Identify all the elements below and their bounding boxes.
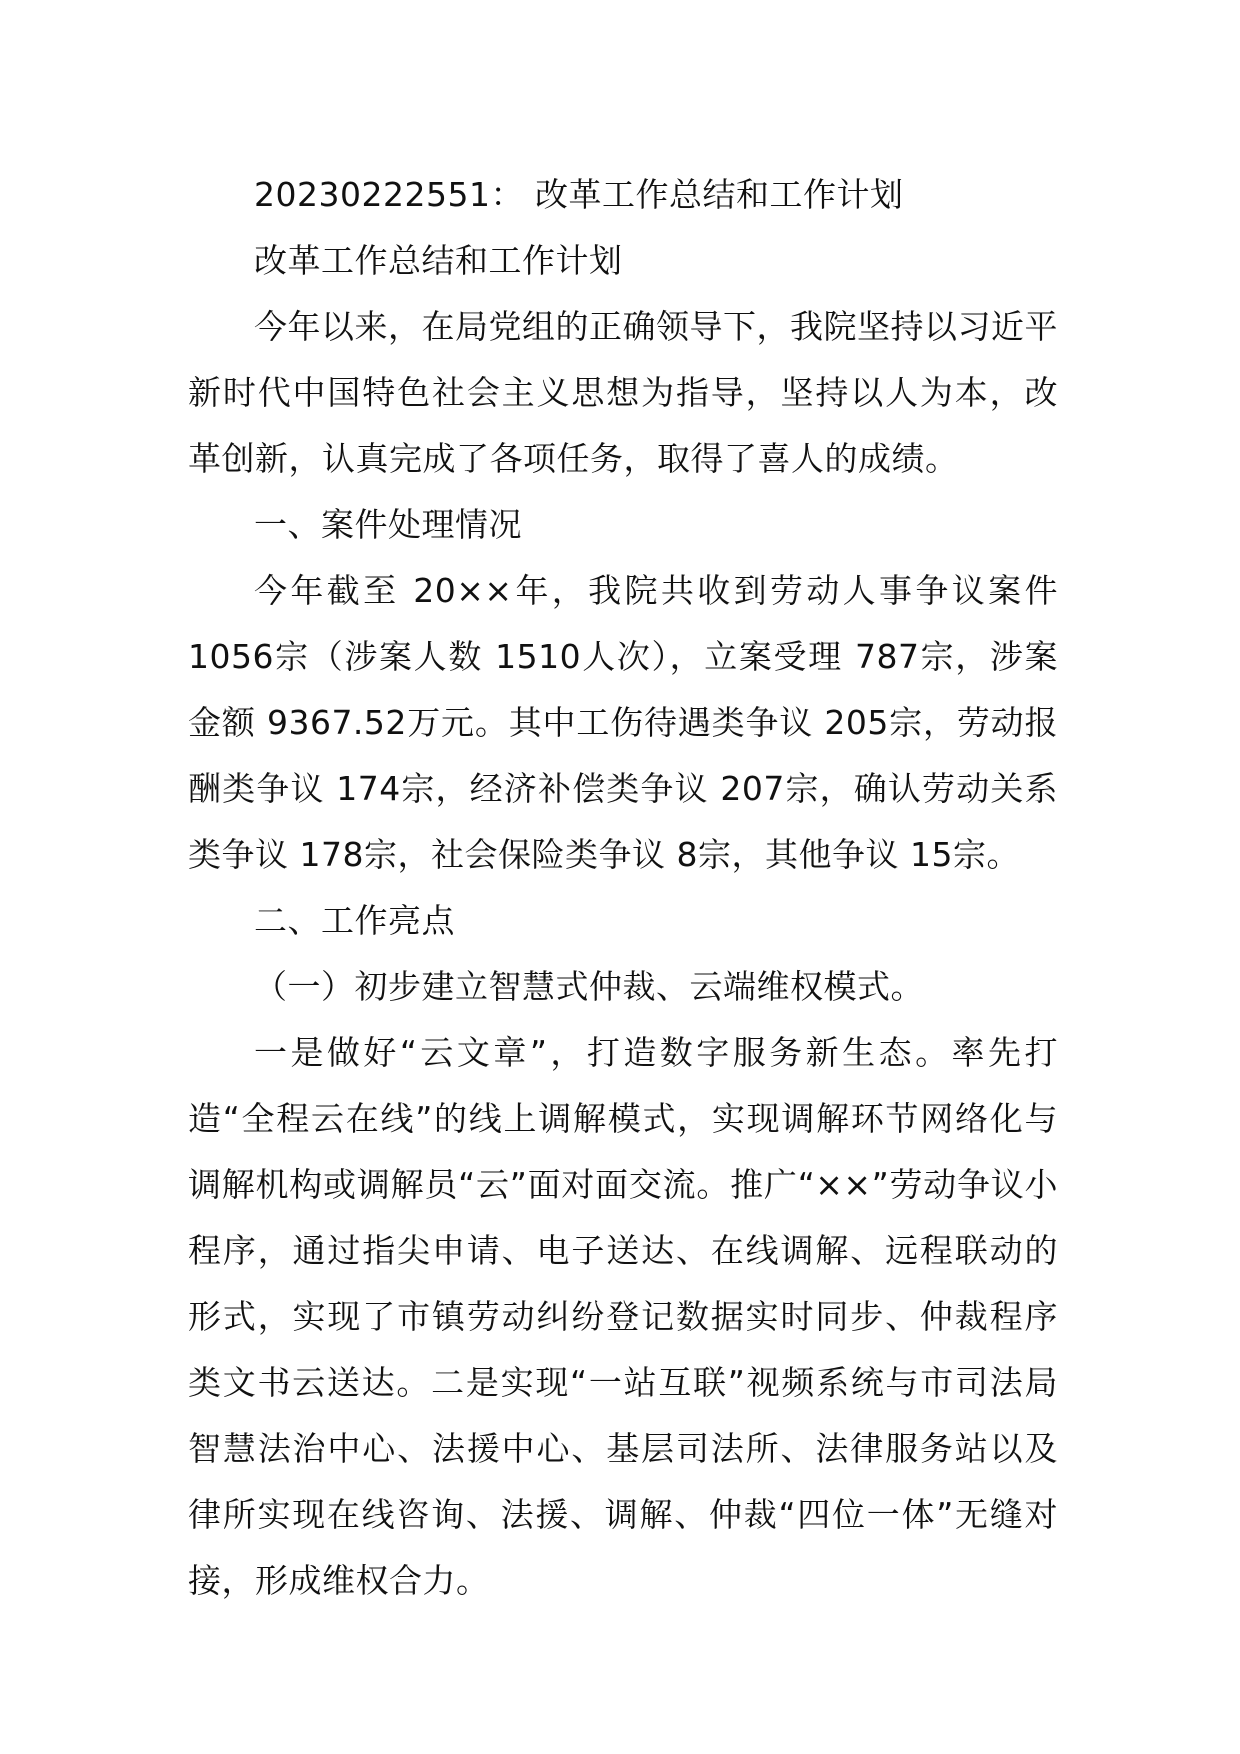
- highlights-paragraph: 一是做好“云文章”，打造数字服务新生态。率先打造“全程云在线”的线上调解模式，实现调解环节网络化与调解机构或调解员“云”面对面交流。推广“××”劳动争议小程序，通过指尖申请、电子送达、在线调解、远程联动的形式，实现了市镇劳动纠纷登记数据实时同步、仲裁程序类文书云送达。二是实现“一站互联”视频系统与市司法局智慧法治中心、法援中心、基层司法所、法律服务站以及律所实现在线咨询、法援、调解、仲裁“四位一体”无缝对接，形成维权合力。: [188, 1033, 1058, 1600]
- section-heading: 一、案件处理情况: [254, 505, 522, 544]
- case-statistics-paragraph: 今年截至 20××年，我院共收到劳动人事争议案件 1056宗（涉案人数 1510人次），立案受理 787宗，涉案金额 9367.52万元。其中工伤待遇类争议 205宗，劳动报酬类争议 174宗，经济补偿类争议 207宗，确认劳动关系类争议 178宗，社会保险类争议 8宗，其他争议 15宗。: [188, 571, 1058, 874]
- document-title: 改革工作总结和工作计划: [254, 241, 623, 280]
- document-body: [188, 162, 1058, 1614]
- intro-paragraph: 今年以来，在局党组的正确领导下，我院坚持以习近平新时代中国特色社会主义思想为指导，坚持以人为本，改革创新，认真完成了各项任务，取得了喜人的成绩。: [188, 307, 1058, 478]
- section-heading: 二、工作亮点: [254, 901, 455, 940]
- subsection-heading: （一）初步建立智慧式仲裁、云端维权模式。: [254, 967, 924, 1006]
- header-line: 20230222551： 改革工作总结和工作计划: [254, 175, 904, 214]
